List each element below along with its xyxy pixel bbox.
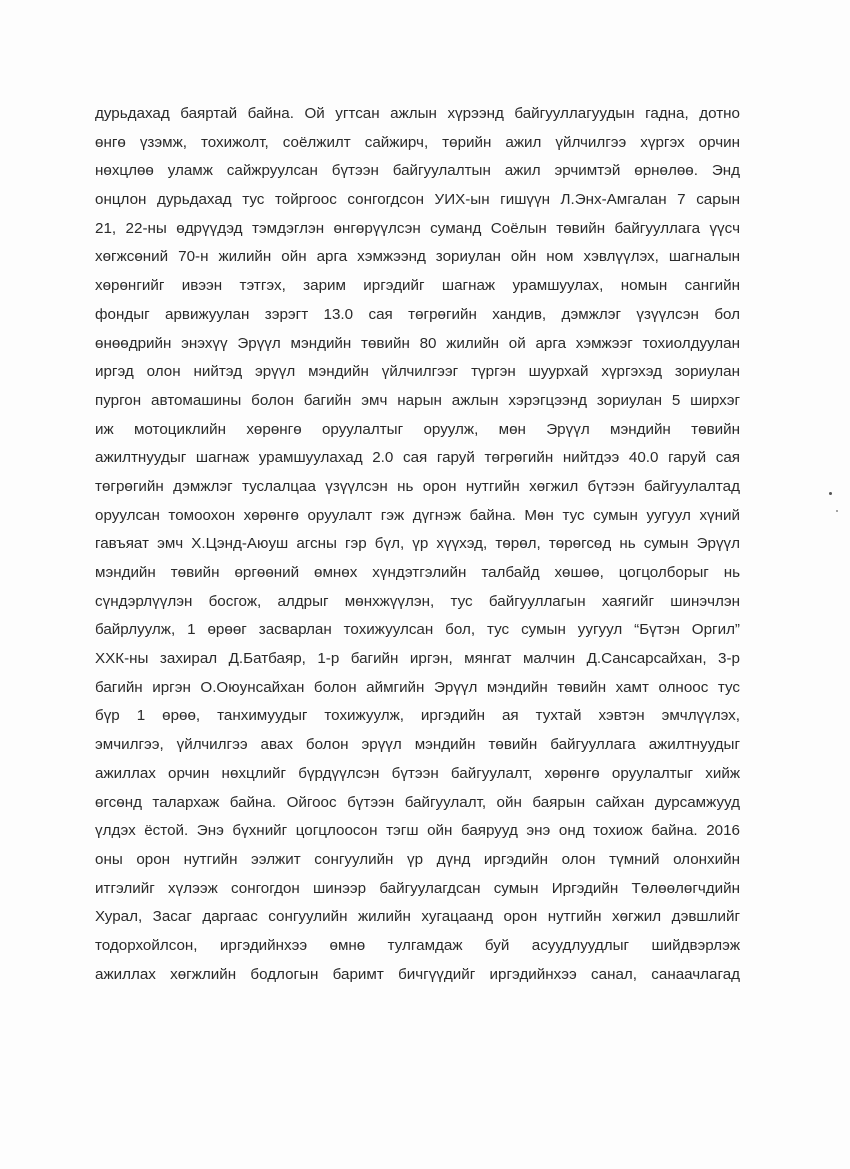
text-line: оны орон нутгийн ээлжит сонгуулийн үр дүнд иргэдийн олон түмний олонхийн (95, 850, 740, 868)
text-line: дурьдахад баяртай байна. Ой угтсан ажлын хүрээнд байгууллагуудын гадна, дотно (95, 105, 740, 122)
text-line: үлдэх ёстой. Энэ бүхнийг цогцлоосон тэгш ойн баярууд энэ онд тохиож байна. 2016 (95, 822, 740, 840)
text-line: итгэлийг хүлээж сонгогдон шинээр байгуулагдсан сумын Иргэдийн Төлөөлөгчдийн (95, 879, 740, 897)
text-line: иж мотоциклийн хөрөнгө оруулалтыг оруулж, мөн Эрүүл мэндийн төвийн (95, 420, 740, 438)
text-line: нөхцлөө уламж сайжруулсан бүтээн байгуулалтын ажил эрчимтэй өрнөлөө. Энд (95, 162, 740, 180)
text-line: тодорхойлсон, иргэдийнхээ өмнө тулгамдаж буй асуудлуудлыг шийдвэрлэж (95, 936, 740, 954)
text-line: 21, 22-ны өдрүүдэд тэмдэглэн өнгөрүүлсэн суманд Соёлын төвийн байгууллага үүсч (95, 219, 740, 237)
text-line: ажилтнуудыг шагнаж урамшуулахад 2.0 сая гаруй төгрөгийн нийтдээ 40.0 гаруй сая (95, 449, 740, 467)
text-line: багийн иргэн О.Оюунсайхан болон аймгийн Эрүүл мэндийн төвийн хамт олноос тус (95, 678, 740, 696)
scan-speck (829, 492, 832, 495)
text-line: бүр 1 өрөө, танхимуудыг тохижуулж, иргэдийн ая тухтай хэвтэн эмчлүүлэх, (95, 707, 740, 725)
text-line: сүндэрлүүлэн босгож, алдрыг мөнхжүүлэн, тус байгууллагын хаягийг шинэчлэн (95, 592, 740, 610)
scan-speck (836, 510, 838, 512)
text-line: өнөөдрийн энэхүү Эрүүл мэндийн төвийн 80 жилийн ой арга хэмжээг тохиолдуулан (95, 334, 740, 352)
text-line: өнгө үзэмж, тохижолт, соёлжилт сайжирч, төрийн ажил үйлчилгээ хүргэх орчин (95, 133, 740, 151)
text-line: оруулсан томоохон хөрөнгө оруулалт гэж дүгнэж байна. Мөн тус сумын уугуул хүний (95, 506, 740, 524)
text-line: ажиллах орчин нөхцлийг бүрдүүлсэн бүтээн байгуулалт, хөрөнгө оруулалтыг хийж (95, 764, 740, 782)
text-line: мэндийн төвийн өргөөний өмнөх хүндэтгэлийн талбайд хөшөө, цогцолборыг нь (95, 564, 740, 581)
text-line: гавъяат эмч Х.Цэнд-Аюуш агсны гэр бүл, үр хүүхэд, төрөл, төрөгсөд нь сумын Эрүүл (95, 535, 740, 553)
text-line: өгсөнд талархаж байна. Ойгоос бүтээн байгуулалт, ойн баярын сайхан дурсамжууд (95, 793, 740, 811)
text-line: пургон автомашины болон багийн эмч нарын ажлын хэрэгцээнд зориулан 5 ширхэг (95, 391, 740, 409)
text-line: хөгжсөний 70-н жилийн ойн арга хэмжээнд зориулан ойн ном хэвлүүлэх, шагналын (95, 248, 740, 266)
text-line: хөрөнгийг ивээн тэтгэх, зарим иргэдийг шагнаж урамшуулах, номын сангийн (95, 277, 740, 295)
text-line: төгрөгийн дэмжлэг туслалцаа үзүүлсэн нь орон нутгийн хөгжил бүтээн байгуулалтад (95, 477, 740, 495)
text-line: иргэд олон нийтэд эрүүл мэндийн үйлчилгээг түргэн шуурхай хүргэхэд зориулан (95, 363, 740, 381)
text-line: ажиллах хөгжлийн бодлогын баримт бичгүүдийг иргэдийнхээ санал, санаачлагад (95, 965, 740, 983)
text-line: байрлуулж, 1 өрөөг засварлан тохижуулсан бол, тус сумын уугуул “Бүтэн Оргил” (95, 621, 740, 639)
text-line: фондыг арвижуулан зэрэгт 13.0 сая төгрөгийн хандив, дэмжлэг үзүүлсэн бол (95, 305, 740, 323)
body-text (95, 100, 740, 989)
text-line: Хурал, Засаг даргаас сонгуулийн жилийн хугацаанд орон нутгийн хөгжил дэвшлийг (95, 908, 740, 926)
text-line: эмчилгээ, үйлчилгээ авах болон эрүүл мэндийн төвийн байгууллага ажилтнуудыг (95, 736, 740, 754)
text-line: онцлон дурьдахад тус тойргоос сонгогдсон УИХ-ын гишүүн Л.Энх-Амгалан 7 сарын (95, 191, 740, 209)
text-line: ХХК-ны захирал Д.Батбаяр, 1-р багийн иргэн, мянгат малчин Д.Сансарсайхан, 3-р (95, 650, 740, 668)
